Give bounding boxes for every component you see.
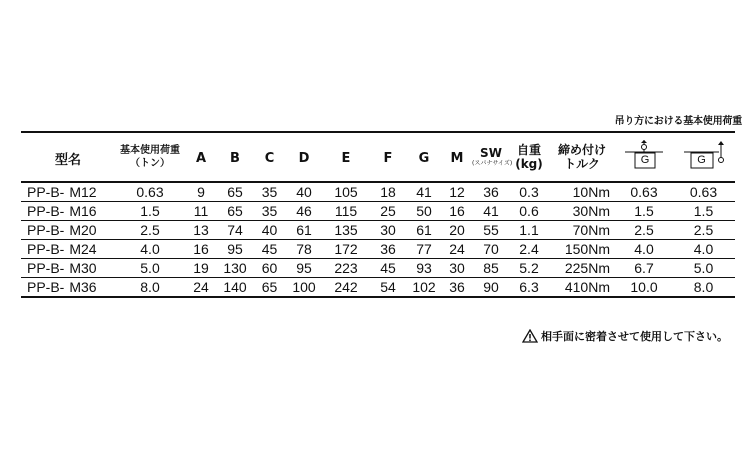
- header-a: A: [185, 132, 217, 182]
- cell-lift-vertical: 0.63: [616, 182, 672, 202]
- cell-load: 8.0: [115, 278, 185, 298]
- cell-sw: 90: [472, 278, 510, 298]
- model-size: M36: [69, 279, 97, 295]
- cell-weight: 5.2: [510, 259, 548, 278]
- model-cell: [21, 221, 115, 240]
- header-d: D: [286, 132, 322, 182]
- model-size: M12: [69, 184, 97, 200]
- cell-lift-vertical: 10.0: [616, 278, 672, 298]
- cell-weight: 0.6: [510, 202, 548, 221]
- model-size: M16: [69, 203, 97, 219]
- cell-m: 24: [442, 240, 472, 259]
- header-lift-side: [672, 132, 735, 182]
- cell-d: 95: [286, 259, 322, 278]
- model-prefix: PP-B-: [27, 279, 65, 295]
- header-f: F: [370, 132, 406, 182]
- cell-sw: 70: [472, 240, 510, 259]
- cell-torque: 10Nm: [548, 182, 616, 202]
- cell-lift-vertical: 1.5: [616, 202, 672, 221]
- cell-f: 25: [370, 202, 406, 221]
- cell-torque: 150Nm: [548, 240, 616, 259]
- cell-load: 5.0: [115, 259, 185, 278]
- cell-d: 78: [286, 240, 322, 259]
- model-cell: [21, 182, 115, 202]
- cell-a: 13: [185, 221, 217, 240]
- model-size: M24: [69, 241, 97, 257]
- cell-c: 35: [253, 182, 286, 202]
- model-prefix: PP-B-: [27, 184, 65, 200]
- cell-lift-side: 0.63: [672, 182, 735, 202]
- cell-b: 65: [217, 182, 253, 202]
- cell-sw: 85: [472, 259, 510, 278]
- cell-g: 61: [406, 221, 442, 240]
- cell-m: 12: [442, 182, 472, 202]
- side-lift-icon: [681, 140, 727, 170]
- cell-d: 100: [286, 278, 322, 298]
- cell-weight: 2.4: [510, 240, 548, 259]
- header-load-line2: （トン）: [130, 158, 170, 169]
- header-torque-line2: トルク: [564, 157, 600, 171]
- warning-icon: [522, 329, 538, 343]
- cell-c: 40: [253, 221, 286, 240]
- cell-e: 242: [322, 278, 370, 298]
- cell-lift-vertical: 4.0: [616, 240, 672, 259]
- cell-weight: 6.3: [510, 278, 548, 298]
- cell-a: 19: [185, 259, 217, 278]
- cell-torque: 410Nm: [548, 278, 616, 298]
- cell-e: 223: [322, 259, 370, 278]
- cell-d: 40: [286, 182, 322, 202]
- header-sw: [472, 132, 513, 182]
- cell-g: 93: [406, 259, 442, 278]
- cell-load: 4.0: [115, 240, 185, 259]
- header-model: 型名: [21, 132, 115, 182]
- cell-e: 115: [322, 202, 370, 221]
- header-g: G: [406, 132, 442, 182]
- cell-lift-side: 1.5: [672, 202, 735, 221]
- model-prefix: PP-B-: [27, 203, 65, 219]
- cell-f: 36: [370, 240, 406, 259]
- cell-lift-side: 5.0: [672, 259, 735, 278]
- cell-m: 16: [442, 202, 472, 221]
- cell-weight: 1.1: [510, 221, 548, 240]
- cell-lift-vertical: 2.5: [616, 221, 672, 240]
- model-cell: [21, 278, 115, 298]
- cell-e: 105: [322, 182, 370, 202]
- cell-lift-side: 8.0: [672, 278, 735, 298]
- cell-lift-side: 4.0: [672, 240, 735, 259]
- cell-g: 102: [406, 278, 442, 298]
- header-c: C: [253, 132, 286, 182]
- header-load: [115, 132, 185, 182]
- model-prefix: PP-B-: [27, 260, 65, 276]
- cell-a: 11: [185, 202, 217, 221]
- cell-torque: 225Nm: [548, 259, 616, 278]
- model-size: M20: [69, 222, 97, 238]
- model-size: M30: [69, 260, 97, 276]
- cell-b: 74: [217, 221, 253, 240]
- header-weight: [510, 132, 548, 182]
- usage-note: [522, 328, 728, 344]
- cell-a: 16: [185, 240, 217, 259]
- cell-c: 45: [253, 240, 286, 259]
- header-b: B: [217, 132, 253, 182]
- cell-lift-side: 2.5: [672, 221, 735, 240]
- header-weight-line2: (kg): [515, 157, 543, 171]
- cell-f: 30: [370, 221, 406, 240]
- cell-load: 2.5: [115, 221, 185, 240]
- cell-a: 9: [185, 182, 217, 202]
- cell-sw: 41: [472, 202, 510, 221]
- cell-b: 130: [217, 259, 253, 278]
- cell-load: 0.63: [115, 182, 185, 202]
- cell-c: 65: [253, 278, 286, 298]
- header-m: M: [442, 132, 472, 182]
- cell-g: 77: [406, 240, 442, 259]
- header-sw-sub: (スパナサイズ): [472, 160, 513, 167]
- header-torque: [548, 132, 616, 182]
- model-prefix: PP-B-: [27, 222, 65, 238]
- cell-load: 1.5: [115, 202, 185, 221]
- table-row: [21, 221, 735, 240]
- table-row: [21, 202, 735, 221]
- model-prefix: PP-B-: [27, 241, 65, 257]
- model-cell: [21, 202, 115, 221]
- cell-m: 20: [442, 221, 472, 240]
- cell-b: 95: [217, 240, 253, 259]
- cell-e: 135: [322, 221, 370, 240]
- cell-f: 18: [370, 182, 406, 202]
- cell-g: 41: [406, 182, 442, 202]
- usage-note-text: 相手面に密着させて使用して下さい。: [541, 330, 728, 343]
- table-row: [21, 259, 735, 278]
- model-cell: [21, 259, 115, 278]
- cell-c: 35: [253, 202, 286, 221]
- table-row: [21, 182, 735, 202]
- cell-c: 60: [253, 259, 286, 278]
- table-caption: 吊り方における基本使用荷重: [614, 116, 742, 127]
- cell-lift-vertical: 6.7: [616, 259, 672, 278]
- header-weight-line1: 自重: [516, 143, 541, 157]
- header-lift-vertical: [616, 132, 672, 182]
- cell-weight: 0.3: [510, 182, 548, 202]
- cell-f: 54: [370, 278, 406, 298]
- spec-table: [21, 131, 735, 298]
- cell-a: 24: [185, 278, 217, 298]
- header-row: [21, 132, 735, 182]
- table-row: [21, 278, 735, 298]
- header-e: E: [322, 132, 370, 182]
- cell-torque: 30Nm: [548, 202, 616, 221]
- cell-b: 65: [217, 202, 253, 221]
- cell-d: 46: [286, 202, 322, 221]
- cell-torque: 70Nm: [548, 221, 616, 240]
- side-lift-label: G: [697, 154, 706, 166]
- header-sw-main: SW: [480, 146, 502, 160]
- cell-m: 36: [442, 278, 472, 298]
- cell-d: 61: [286, 221, 322, 240]
- header-load-line1: 基本使用荷重: [120, 145, 180, 156]
- cell-f: 45: [370, 259, 406, 278]
- header-torque-line1: 締め付け: [557, 143, 606, 157]
- cell-sw: 36: [472, 182, 510, 202]
- cell-b: 140: [217, 278, 253, 298]
- table-row: [21, 240, 735, 259]
- cell-sw: 55: [472, 221, 510, 240]
- cell-m: 30: [442, 259, 472, 278]
- vertical-lift-label: G: [640, 154, 650, 166]
- cell-e: 172: [322, 240, 370, 259]
- cell-g: 50: [406, 202, 442, 221]
- vertical-lift-icon: [621, 140, 667, 170]
- model-cell: [21, 240, 115, 259]
